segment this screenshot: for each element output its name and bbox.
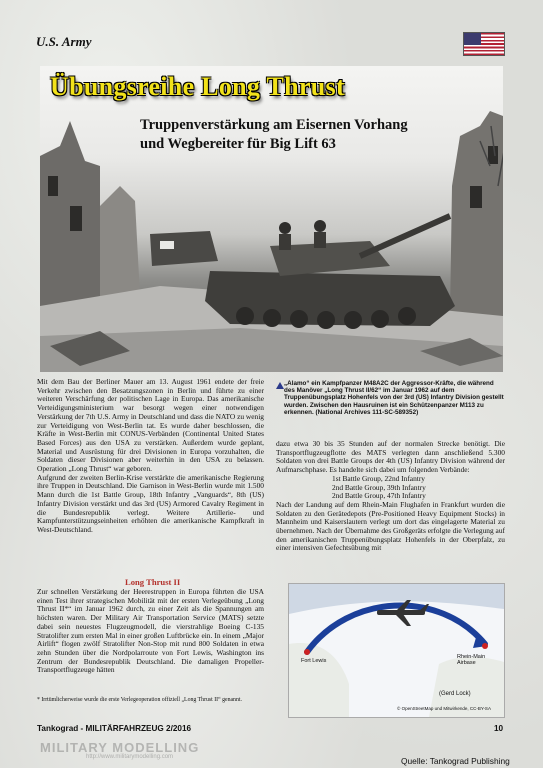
footnote: * Irrtümlicherweise wurde die erste Verlegeoperation offiziell „Long Thrust II“ genannt. — [37, 697, 242, 703]
subtitle-line-1: Truppenverstärkung am Eisernen Vorhang — [140, 117, 408, 133]
paragraph: dazu etwa 30 bis 35 Stunden auf der normalen Strecke benötigt. Die Transportflugzeugflotte des MATS verlegten dann anschließend 5.300 Soldaten von drei Battle Groups der 4th (US) Infantry Division während der Aufmarschphase. Es handelte sich dabei um folgenden Verbände: — [276, 439, 505, 475]
map-label-rhein-main: Rhein-Main Airbase — [457, 654, 486, 666]
route-map-graphic — [289, 584, 504, 717]
subtitle-line-2: und Wegbereiter für Big Lift 63 — [140, 136, 336, 152]
map-osm-credit: © OpenStreetMap und Mitwirkende, CC-BY-SA — [397, 706, 491, 711]
map-label-fort-lewis: Fort Lewis — [301, 658, 327, 664]
source-credit: Quelle: Tankograd Publishing — [401, 756, 510, 766]
article-column-1b: Zur schnellen Verstärkung der Heerestruppen in Europa führten die USA einen Test ihrer strategischen Mobilität mit der ersten Verlegeübung „Long Thrust II*“ im Januar 1962 durch, zu einer Zeit als die Spannungen am höchsten waren. Der Military Air Transportation Service (MATS) setzte dabei sein neuestes Flugzeugmodell, die vierstrahlige Boeing C-135 Stratolifter zum ersten Mal in einer großen Luftbrücke ein. In einem „Major Airlift“ flogen zwölf Stratolifter Non-Stop mit rund 800 Soldaten in etwa zehn Stunden über die Nordpolarroute von Fort Lewis, Washington ins Zentrum der Bundesrepublik Deutschland. Die damaligen Propeller-Transportflugzeuge hätten — [37, 587, 264, 675]
article-column-1 — [37, 378, 264, 535]
article-column-2 — [276, 440, 505, 553]
unit-item: 2nd Battle Group, 47th Infantry — [332, 491, 426, 501]
watermark: MILITARY MODELLING — [40, 740, 200, 755]
section-label: U.S. Army — [36, 34, 92, 49]
magazine-footer: Tankograd - MILITÄRFAHRZEUG 2/2016 — [37, 724, 192, 733]
us-flag-icon — [463, 32, 505, 56]
unit-item: 1st Battle Group, 22nd Infantry — [332, 473, 425, 483]
paragraph: Aufgrund der zweiten Berlin-Krise verstärkte die amerikanische Regierung ihre Truppen in Deutschland. Die Garnison in West-Berlin wurde mit 1.500 Mann durch die 1st Battle Group, 18th Infantry „Vanguards“, 8th (US) Infantry Division verstärkt und das 3rd (US) Armored Cavalry Regiment in die Bundesrepublik verlegt. Weitere Artillerie- und Kampfunterstützungseinheiten erhöhten die amerikanische Kampfkraft in West-Deutschland. — [37, 472, 264, 534]
tank-photo — [40, 66, 503, 372]
tank-scene-illustration — [40, 66, 503, 372]
section-heading: Long Thrust II — [125, 577, 181, 587]
article-title: Übungsreihe Long Thrust — [50, 72, 345, 101]
watermark-url: http://www.militarymodelling.com — [86, 754, 174, 760]
article-subtitle — [140, 116, 460, 154]
airlift-route-map — [288, 583, 505, 718]
map-credit: (Gerd Lock) — [439, 691, 471, 697]
page-number: 10 — [494, 724, 504, 733]
paragraph: Mit dem Bau der Berliner Mauer am 13. August 1961 endete der freie Verkehr zwischen den Besatzungszonen in Berlin und führte zu einer weiteren Verschärfung der politischen Lage in Europa. Das amerikanische Verteidigungsministerium war besorgt wegen einer notwendigen Verstärkung der 7th U.S. Army in Deutschland und dass die NATO zu wenig zur Verteidigung von West-Berlin tat. Es wurde daher beschlossen, die Kräfte in West-Berlin mit CONUS-Verbänden (Continental United States Based Forces) aus den USA zu verstärken. Außerdem wurde geplant, Material und Ausrüstung für drei Divisionen in Europa vorzuhalten, die Soldaten dieser Divisionen aber weiterhin in den USA zu belassen. Operation „Long Thrust“ war geboren. — [37, 377, 264, 474]
photo-caption: „Alamo“ ein Kampfpanzer M48A2C der Aggressor-Kräfte, die während des Manöver „Long Thrust II/62“ im Januar 1962 auf dem Truppenübungsplatz Hohenfels von der 3rd (US) Infantry Division gestellt wurden. Zwischen den Hausruinen ist ein Schützenpanzer M113 zu erkennen. (National Archives 111-SC-589352) — [284, 380, 504, 416]
caption-triangle-icon — [276, 382, 284, 389]
unit-item: 2nd Battle Group, 39th Infantry — [332, 482, 426, 492]
paragraph: Nach der Landung auf dem Rhein-Main Flughafen in Frankfurt wurden die Soldaten zu den Gerätedepots (Pre-Positioned Heavy Equipment Stocks) in Mannheim und Kaiserslautern verlegt um dort das eingelagerte Material zu übernehmen. Nach der Übernahme des Großgeräts erfolgte die Verlegung auf den amerikanischen Truppenübungsplatz Hohenfels in der Oberpfalz, zu einer intensiven Gefechtsübung mit — [276, 499, 505, 553]
